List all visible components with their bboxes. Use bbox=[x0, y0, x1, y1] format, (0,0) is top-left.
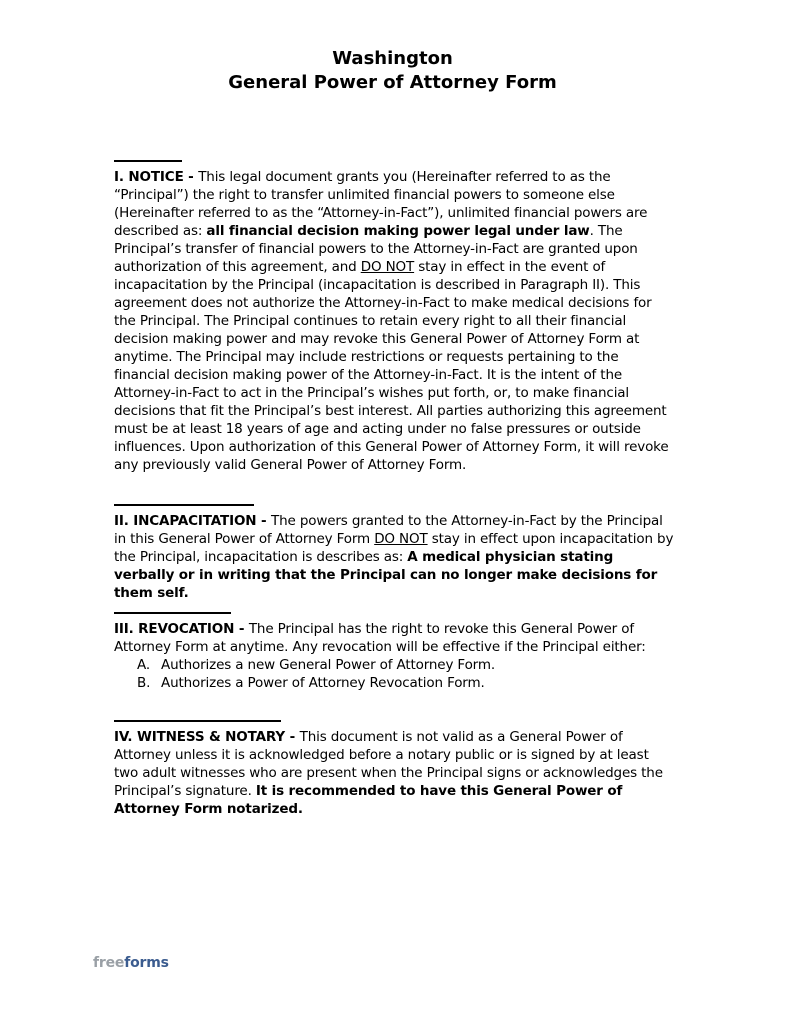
incapacitation-text-2: stay in effect upon incapacitation by the Principal, incapacitation is describes as: bbox=[114, 531, 674, 565]
list-item-text: Authorizes a new General Power of Attorney Form. bbox=[161, 657, 495, 673]
list-item-text: Authorizes a Power of Attorney Revocation Form. bbox=[161, 675, 485, 691]
incapacitation-underline-1: DO NOT bbox=[374, 531, 428, 547]
revocation-list bbox=[114, 656, 676, 692]
notice-heading: I. NOTICE - bbox=[114, 169, 199, 185]
notice-text-2: . The Principal’s transfer of financial powers to the Attorney-in-Fact are granted upon authorization of this agreement, and bbox=[114, 223, 638, 275]
list-item bbox=[114, 656, 676, 674]
witness-bold-1: It is recommended to have this General Power of Attorney Form notarized. bbox=[114, 783, 623, 817]
witness-heading: IV. WITNESS & NOTARY - bbox=[114, 729, 300, 745]
logo-part-free: free bbox=[93, 955, 125, 971]
notice-text-3: stay in effect in the event of incapacitation by the Principal (incapacitation is described in Paragraph II). This agreement does not authorize the Attorney-in-Fact to make medical decisions for the Principal. The Principal continues to retain every right to all their financial decision making power and may revoke this General Power of Attorney Form at anytime. The Principal may include restrictions or requests pertaining to the financial decision making power of the Attorney-in-Fact. It is the intent of the Attorney-in-Fact to act in the Principal’s wishes put forth, or, to make financial decisions that fit the Principal’s best interest. All parties authorizing this agreement must be at least 18 years of age and acting under no false pressures or outside influences. Upon authorization of this General Power of Attorney Form, it will revoke any previously valid General Power of Attorney Form. bbox=[114, 259, 669, 473]
witness-section bbox=[114, 728, 676, 818]
notice-text-1: This legal document grants you (Hereinafter referred to as the “Principal”) the right to transfer unlimited financial powers to someone else (Hereinafter referred to as the “Attorney-in-Fact”), unlimited financial powers are described as: bbox=[114, 169, 648, 239]
revocation-section bbox=[114, 620, 676, 692]
incapacitation-rule bbox=[114, 504, 254, 506]
freeforms-logo bbox=[93, 955, 169, 971]
incapacitation-bold-1: A medical physician stating verbally or in writing that the Principal can no longer make decisions for them self. bbox=[114, 549, 658, 601]
notice-underline-1: DO NOT bbox=[360, 259, 415, 275]
incapacitation-text-1: The powers granted to the Attorney-in-Fact by the Principal in this General Power of Attorney Form bbox=[114, 513, 663, 547]
incapacitation-heading: II. INCAPACITATION - bbox=[114, 513, 272, 529]
logo-part-forms: forms bbox=[124, 955, 169, 971]
witness-rule bbox=[114, 720, 281, 722]
revocation-rule bbox=[114, 612, 231, 614]
list-item-marker: A. bbox=[137, 657, 150, 673]
document-state: Washington bbox=[332, 48, 453, 69]
list-item bbox=[114, 674, 676, 692]
witness-text-1: This document is not valid as a General Power of Attorney unless it is acknowledged before a notary public or is signed by at least two adult witnesses who are present when the Principal signs or acknowledges the Principal’s signature. bbox=[114, 729, 663, 799]
list-item-marker: B. bbox=[137, 675, 151, 691]
notice-bold-1: all financial decision making power legal under law bbox=[206, 223, 590, 239]
notice-section bbox=[114, 168, 676, 474]
notice-rule bbox=[114, 160, 182, 162]
document-title: General Power of Attorney Form bbox=[228, 72, 557, 93]
incapacitation-section bbox=[114, 512, 676, 602]
revocation-text-1: The Principal has the right to revoke this General Power of Attorney Form at anytime. Any revocation will be effective if the Principal either: bbox=[114, 621, 646, 655]
revocation-heading: III. REVOCATION - bbox=[114, 621, 249, 637]
